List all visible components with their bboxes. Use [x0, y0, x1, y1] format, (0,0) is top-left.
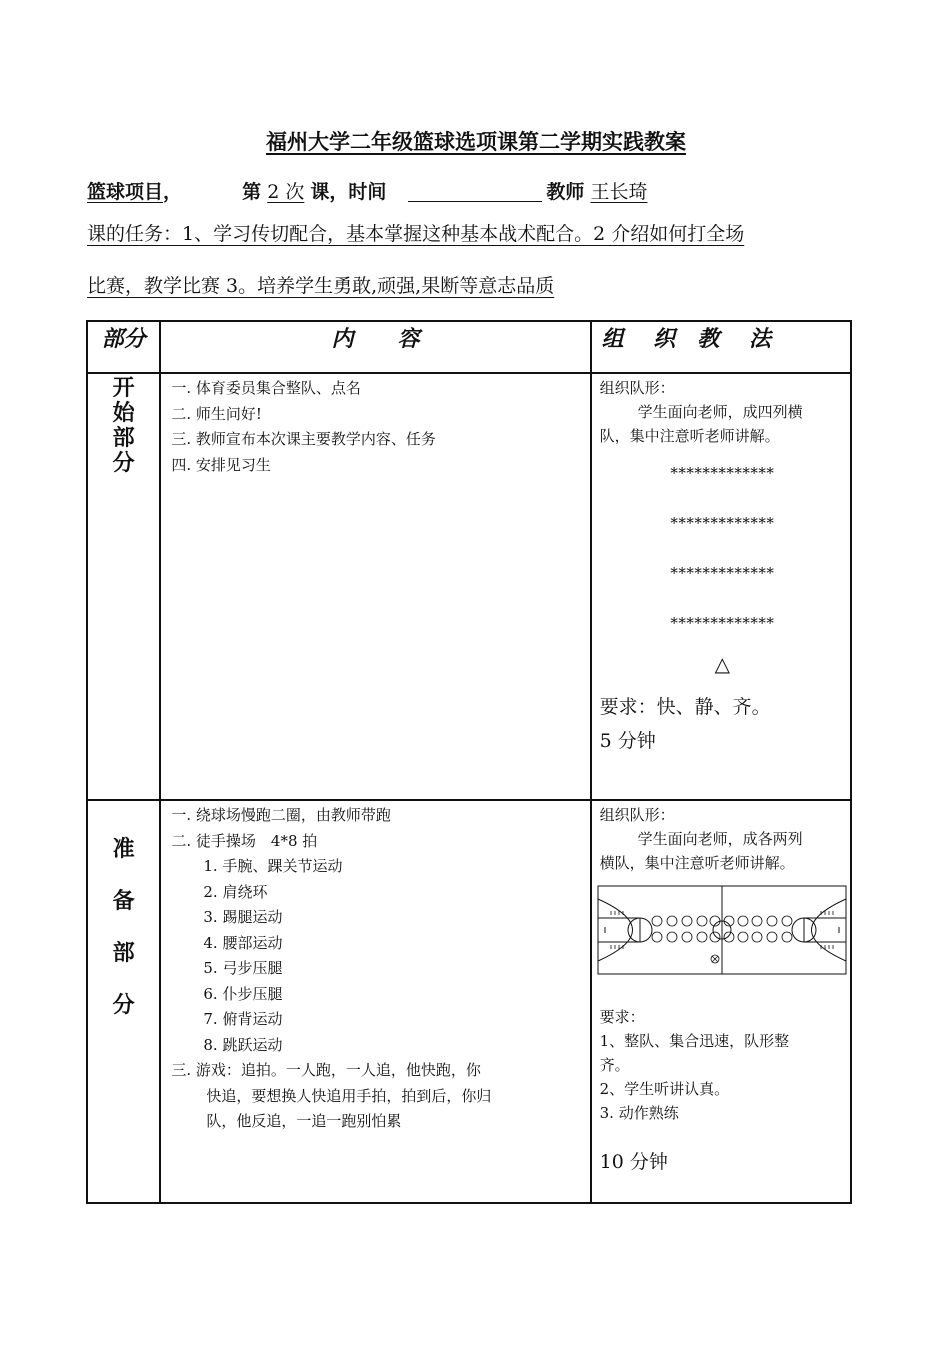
duration: 10 分钟	[599, 1151, 668, 1173]
list-item: 1. 手腕、踝关节运动	[203, 857, 343, 875]
list-item: 三. 游戏：追拍。一人跑，一人追，他快跑，你	[171, 1061, 481, 1079]
header-method: 组 织 教 法	[591, 321, 851, 373]
formation-title: 组织队形：	[599, 379, 675, 397]
start-section-row	[87, 373, 851, 800]
list-item: 4. 腰部运动	[203, 933, 283, 952]
list-item: 三. 教师宣布本次课主要教学内容、任务	[171, 430, 436, 448]
list-item: 四. 安排见习生	[171, 455, 271, 474]
start-section-label: 开 始 部 分	[87, 373, 160, 800]
formation-row: *************	[670, 614, 775, 632]
formation-desc: 队，集中注意听老师讲解。	[599, 427, 780, 445]
teacher-triangle-icon: △	[714, 652, 730, 676]
list-item: 2. 肩绕环	[203, 882, 268, 901]
requirement-item: 2、学生听讲认真。	[599, 1080, 730, 1098]
prep-section-method	[591, 800, 851, 1203]
basketball-court-diagram	[597, 885, 847, 975]
lesson-prefix: 第	[242, 181, 262, 203]
lesson-suffix: 课，时间	[310, 181, 387, 203]
list-item: 一. 体育委员集合整队、点名	[171, 379, 361, 397]
header-content: 内 容	[160, 321, 590, 373]
header-part: 部分	[87, 321, 160, 373]
requirement-item: 1、整队、集合迅速，队形整	[599, 1032, 790, 1050]
project-label: 篮球项目	[87, 181, 164, 203]
list-item: 队，他反追，一追一跑别怕累	[206, 1112, 402, 1130]
time-blank	[408, 181, 542, 202]
list-item: 5. 弓步压腿	[203, 959, 283, 977]
list-item: 二. 徒手操场 4*8 拍	[171, 831, 318, 850]
formation-desc: 学生面向老师，成四列横	[637, 403, 803, 421]
formation-title: 组织队形：	[599, 806, 675, 824]
formation-desc: 学生面向老师，成各两列	[637, 830, 803, 848]
prep-section-content	[160, 800, 590, 1203]
requirement: 要求：快、静、齐。	[599, 696, 771, 718]
duration: 5 分钟	[599, 730, 656, 752]
formation-desc: 横队，集中注意听老师讲解。	[599, 854, 795, 872]
task-line-1: 课的任务：1、学习传切配合，基本掌握这种基本战术配合。2 介绍如何打全场	[87, 223, 745, 245]
prep-section-label: 准 备 部 分	[87, 800, 160, 1203]
formation-row: *************	[670, 564, 775, 582]
requirement-item: 3. 动作熟练	[599, 1104, 679, 1122]
list-item: 8. 跳跃运动	[203, 1035, 283, 1054]
list-item: 6. 仆步压腿	[203, 984, 283, 1003]
task-line-2: 比赛，教学比赛 3。培养学生勇敢,顽强,果断等意志品质	[87, 275, 555, 297]
requirement-title: 要求：	[599, 1008, 645, 1026]
list-item: 7. 俯背运动	[203, 1010, 283, 1028]
lesson-info: 篮球项目， 第 2 次 课，时间 教师 王长琦	[87, 181, 648, 203]
teacher-label: 教师	[546, 181, 585, 203]
list-item: 3. 踢腿运动	[203, 908, 283, 926]
list-item: 快追，要想换人快追用手拍，拍到后，你归	[206, 1086, 492, 1105]
requirement-item: 齐。	[599, 1056, 630, 1074]
start-section-content	[160, 373, 590, 800]
formation-row: *************	[670, 464, 775, 482]
table-header-row	[87, 321, 851, 373]
lesson-number: 2 次	[267, 181, 305, 203]
list-item: 一. 绕球场慢跑二圈，由教师带跑	[171, 806, 391, 824]
start-section-method	[591, 373, 851, 800]
lesson-plan-table	[86, 320, 852, 1204]
formation-row: *************	[670, 514, 775, 532]
prep-section-row	[87, 800, 851, 1203]
page-title: 福州大学二年级篮球选项课第二学期实践教案	[266, 129, 686, 154]
list-item: 二. 师生问好!	[171, 404, 262, 423]
teacher-name: 王长琦	[590, 181, 648, 203]
